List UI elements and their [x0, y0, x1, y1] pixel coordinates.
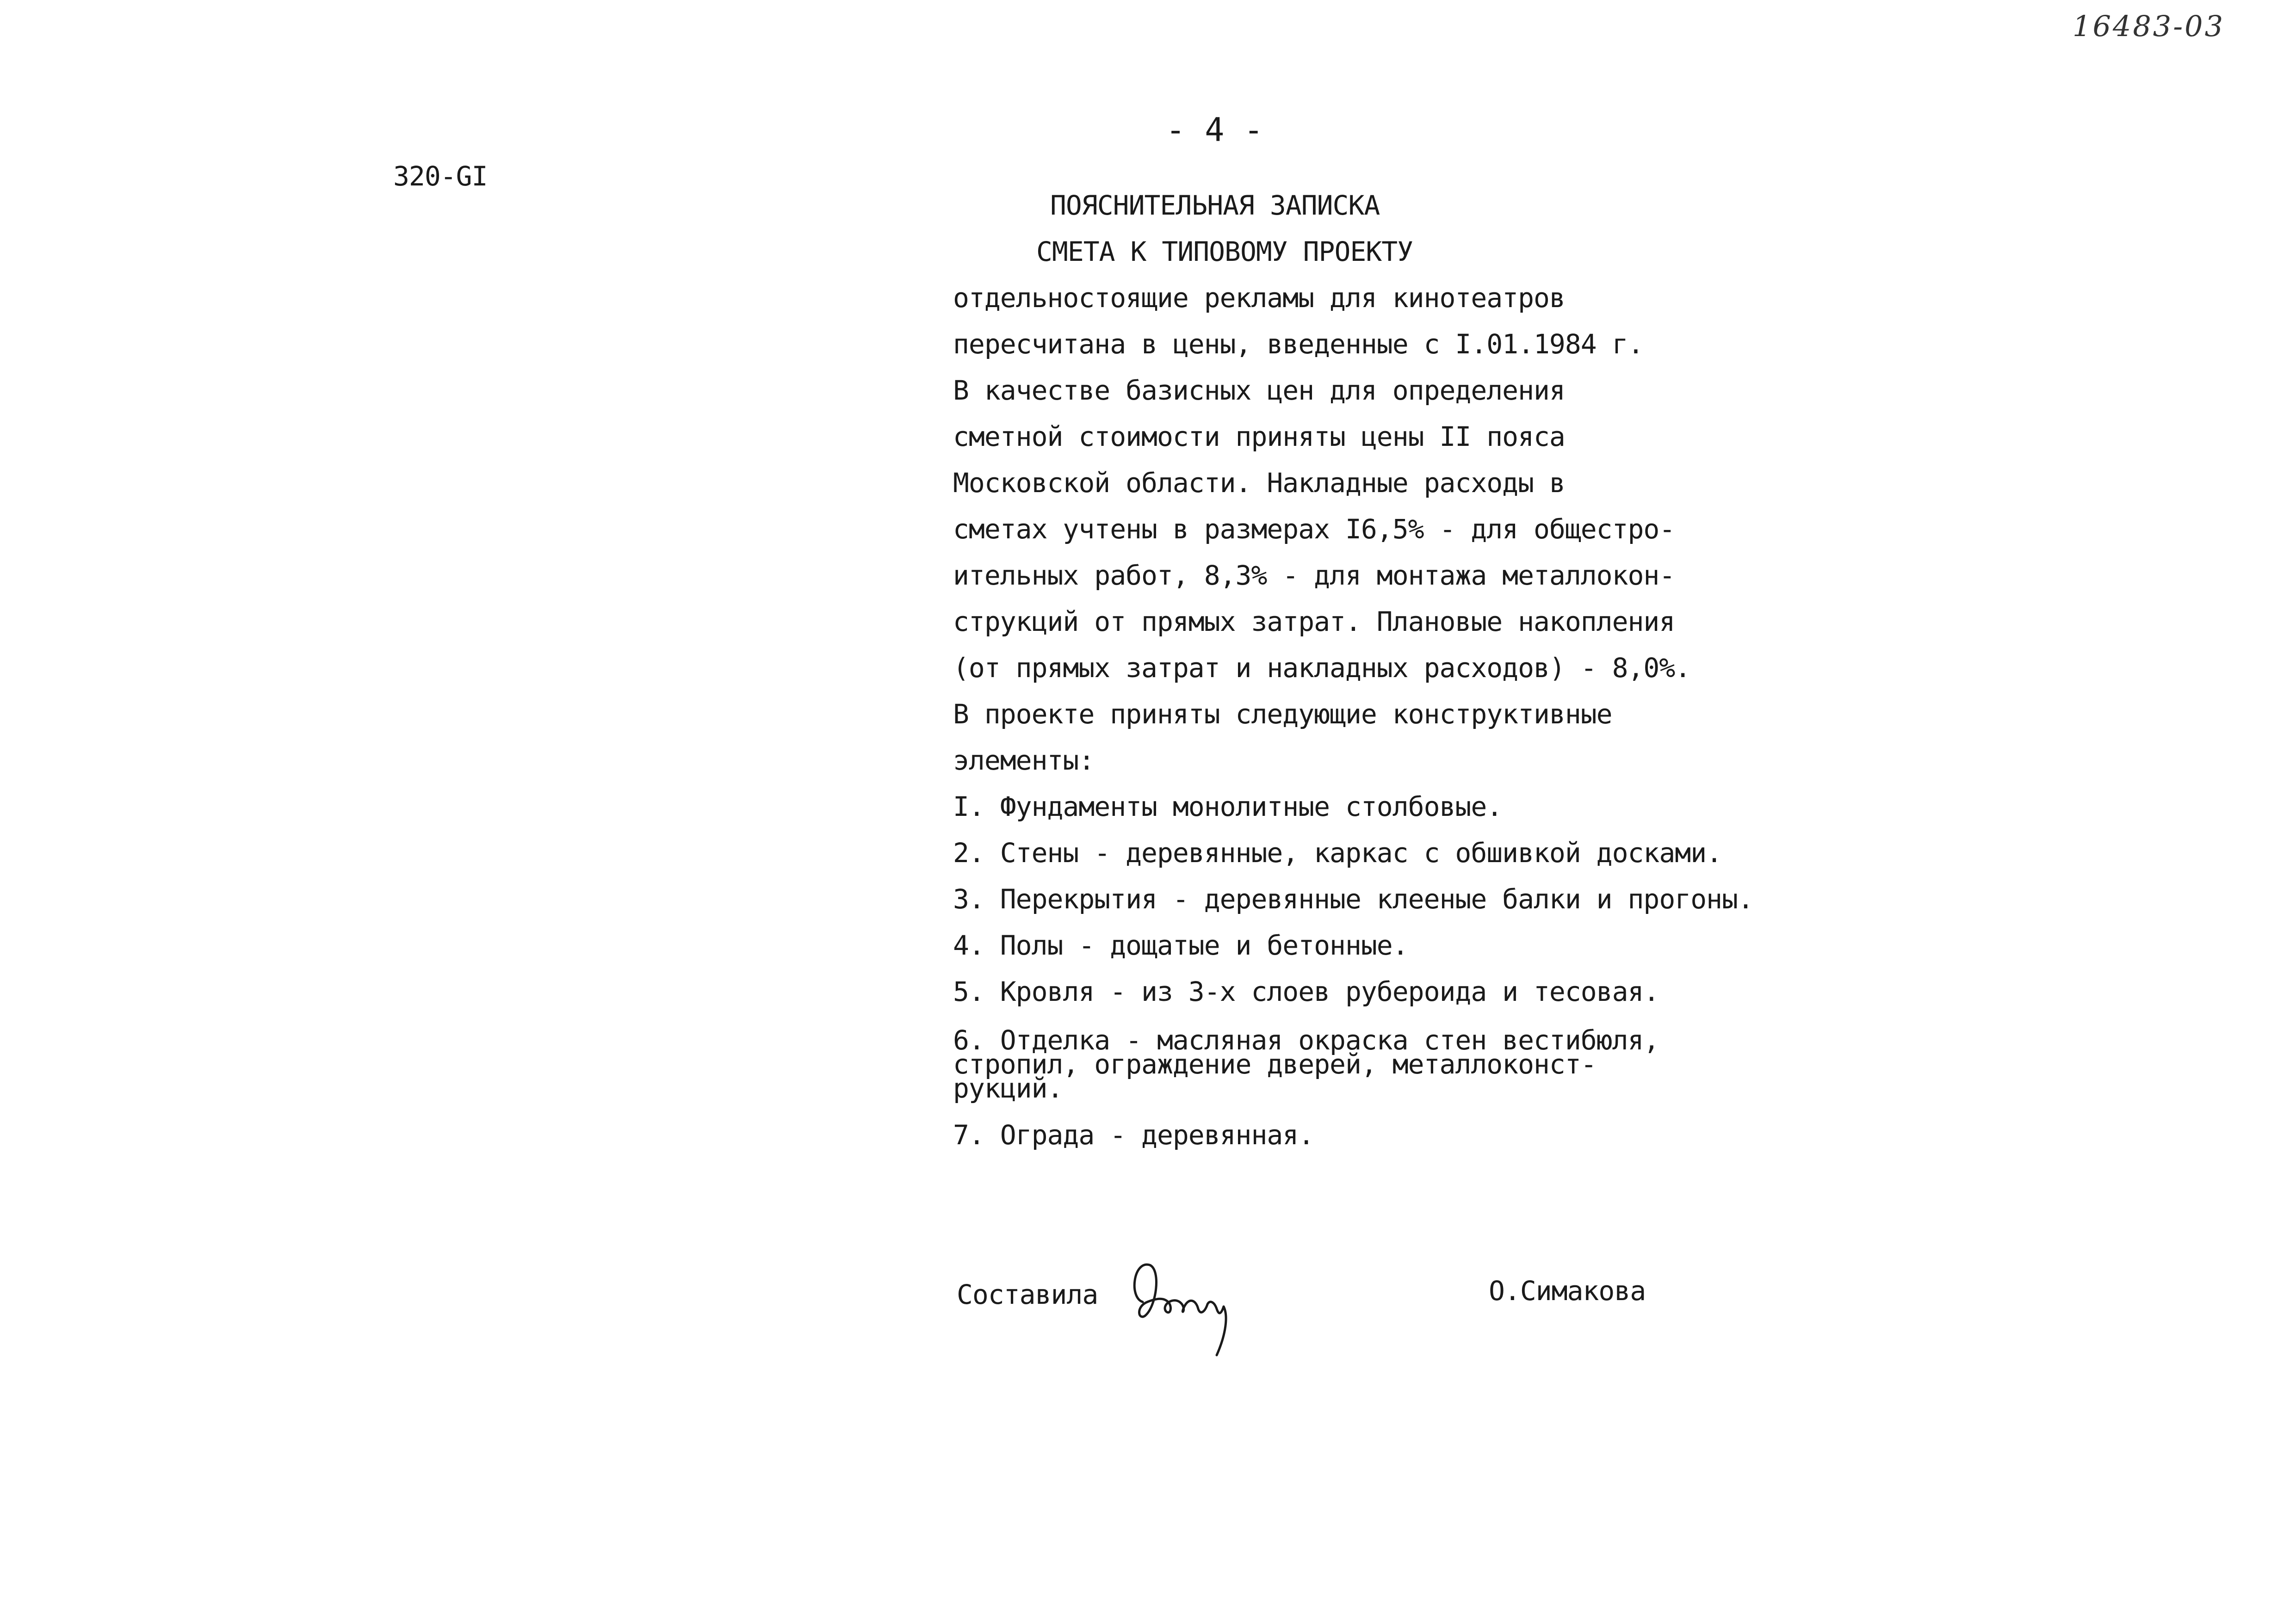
list-item: 4. Полы - дощатые и бетонные. — [953, 930, 1408, 961]
handwritten-signature — [1124, 1246, 1249, 1357]
body-line: элементы: — [953, 745, 1095, 776]
title-line-1: ПОЯСНИТЕЛЬНАЯ ЗАПИСКА — [1050, 190, 1380, 221]
body-line: пересчитана в цены, введенные с I.01.1984 г. — [953, 328, 1644, 360]
signature-label: Составила — [957, 1279, 1098, 1310]
body-line: Московской области. Накладные расходы в — [953, 467, 1565, 499]
body-line: (от прямых затрат и накладных расходов) - 8,0%. — [953, 652, 1691, 684]
body-line: сметной стоимости приняты цены II пояса — [953, 421, 1565, 452]
page-number: - 4 - — [1166, 111, 1263, 149]
list-item: 6. Отделка - масляная окраска стен вестибюля, — [953, 1024, 1659, 1056]
body-line: В проекте приняты следующие конструктивные — [953, 698, 1612, 730]
doc-code: 320-GI — [393, 160, 488, 192]
body-line: отдельностоящие рекламы для кинотеатров — [953, 282, 1565, 314]
list-item-continuation: стропил, ограждение дверей, металлоконст- — [953, 1048, 1597, 1080]
list-item: 2. Стены - деревянные, каркас с обшивкой досками. — [953, 837, 1722, 869]
body-line: ительных работ, 8,3% - для монтажа металлокон- — [953, 560, 1675, 591]
list-item: 7. Ограда - деревянная. — [953, 1119, 1314, 1151]
list-item: 5. Кровля - из 3-х слоев рубероида и тесовая. — [953, 976, 1659, 1007]
title-line-2: СМЕТА К ТИПОВОМУ ПРОЕКТУ — [1036, 236, 1413, 267]
body-line: В качестве базисных цен для определения — [953, 375, 1565, 406]
list-item: 3. Перекрытия - деревянные клееные балки и прогоны. — [953, 883, 1753, 915]
body-line: сметах учтены в размерах I6,5% - для общестро- — [953, 513, 1675, 545]
list-item-continuation: рукций. — [953, 1073, 1063, 1104]
signatory-name: О.Симакова — [1489, 1275, 1646, 1307]
body-line: струкций от прямых затрат. Плановые накопления — [953, 606, 1675, 637]
list-item: I. Фундаменты монолитные столбовые. — [953, 791, 1503, 822]
handwritten-doc-number: 16483-03 — [2073, 9, 2225, 43]
